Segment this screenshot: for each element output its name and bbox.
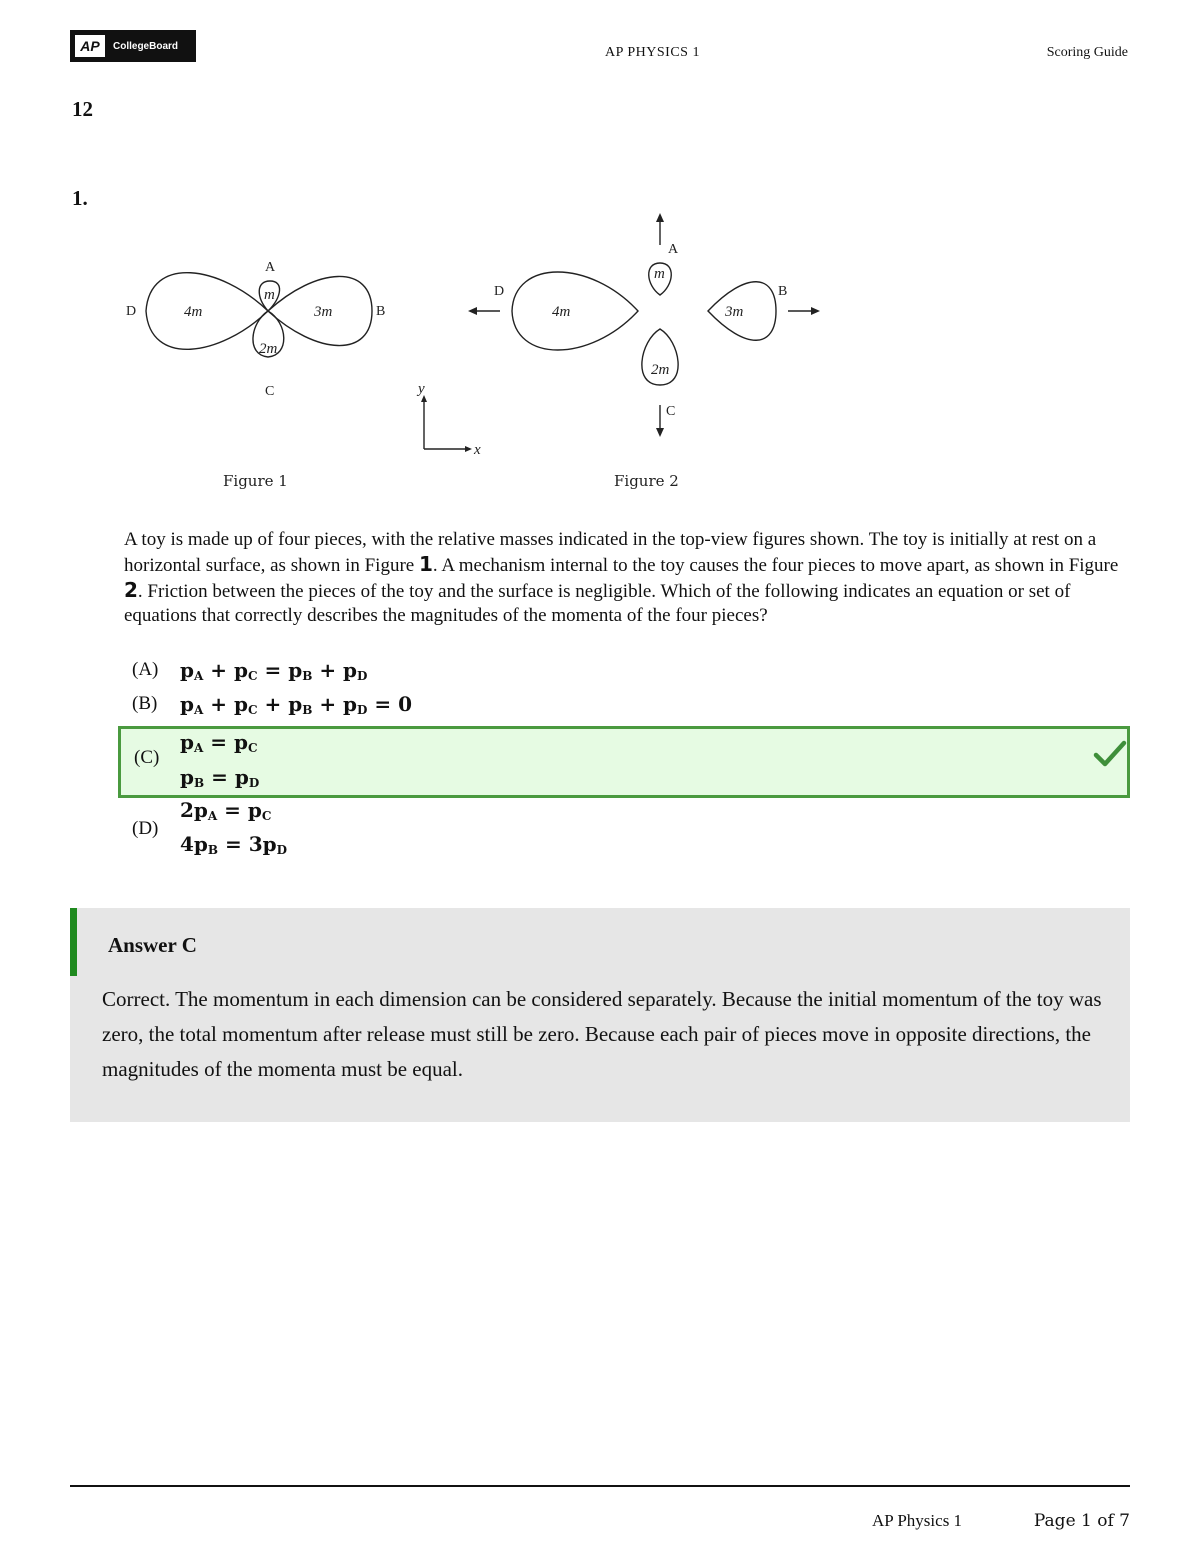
option-equation: $p_A + p_C = p_B + p_D$ [180, 658, 368, 683]
fig1-mass-c: 2m [259, 341, 278, 357]
fig1-label-c: C [265, 384, 275, 399]
answer-accent-bar [70, 908, 77, 976]
option-letter: (A) [132, 659, 159, 680]
option-c-correct[interactable] [118, 726, 1130, 798]
fig1-mass-a: m [264, 287, 275, 303]
answer-explanation-box [70, 908, 1130, 1122]
axis-label-y: y [418, 381, 425, 397]
option-equation: $p_A = p_C$ [180, 730, 258, 755]
answer-explanation: Correct. The momentum in each dimension can be considered separately. Because the initial momentum of the toy was zero, the total momentum after release must still be zero. Because each pair of pieces move in opposite directions, the magnitudes of the momenta must be equal. [102, 987, 1102, 1081]
ap-logo-mark: AP [75, 35, 105, 57]
fig2-label-c: C [666, 404, 676, 419]
option-d[interactable] [118, 798, 1130, 862]
figure-svg [110, 205, 850, 495]
axis-label-x: x [474, 442, 481, 458]
question-figure [110, 205, 850, 495]
option-letter: (C) [134, 747, 160, 768]
figure-1-caption: Figure 1 [223, 472, 288, 490]
question-stem [124, 528, 1132, 628]
fig1-piece-d [146, 273, 268, 350]
collegeboard-logo-text: CollegeBoard [113, 40, 179, 52]
stem-figure-ref-2: 2 [124, 578, 138, 602]
option-equation: $p_A + p_C + p_B + p_D = 0$ [180, 692, 413, 717]
stem-text-3: . Friction between the pieces of the toy and the surface is negligible. Which of the following indicates an equation or set of equations that correctly describes the magnitudes of the momenta of the four pieces? [124, 581, 1071, 626]
header-title: AP PHYSICS 1 [605, 45, 700, 60]
stem-figure-ref-1: 1 [418, 552, 433, 576]
option-equation: $2p_A = p_C$ [180, 798, 272, 823]
fig2-mass-b: 3m [725, 304, 744, 320]
question-number: 1. [72, 186, 88, 210]
header-guide-label: Scoring Guide [1046, 45, 1128, 60]
checkmark-icon [1093, 739, 1127, 769]
figure-2-caption: Figure 2 [614, 472, 679, 490]
fig2-label-b: B [778, 284, 788, 299]
fig2-mass-c: 2m [651, 362, 670, 378]
stem-text-1: A toy is made up of four pieces, with the relative masses indicated in the top-view figures shown. The toy is initially at rest on a horizontal surface, as shown in Figure [124, 529, 1097, 576]
option-letter: (B) [132, 693, 158, 714]
option-a[interactable] [118, 656, 1130, 688]
footer-course: AP Physics 1 [872, 1511, 963, 1530]
fig2-label-a: A [668, 242, 679, 257]
answer-title: Answer C [108, 933, 197, 957]
stem-text-2: . A mechanism internal to the toy causes the four pieces to move apart, as shown in Figure [432, 555, 1119, 576]
fig2-label-d: D [494, 284, 505, 299]
fig1-label-d: D [126, 304, 137, 319]
option-b[interactable] [118, 690, 1130, 722]
page-number: 12 [72, 97, 93, 121]
option-equation: $4p_B = 3p_D$ [180, 832, 288, 857]
fig1-label-b: B [376, 304, 386, 319]
option-letter: (D) [132, 818, 159, 839]
footer-divider [70, 1485, 1130, 1487]
fig1-mass-d: 4m [184, 304, 203, 320]
footer-page-number: Page 1 of 7 [1033, 1511, 1130, 1531]
fig2-mass-a: m [654, 266, 665, 282]
fig2-piece-d [512, 272, 638, 350]
option-equation: $p_B = p_D$ [180, 765, 260, 790]
fig2-mass-d: 4m [552, 304, 571, 320]
fig1-mass-b: 3m [314, 304, 333, 320]
fig1-label-a: A [265, 260, 276, 275]
